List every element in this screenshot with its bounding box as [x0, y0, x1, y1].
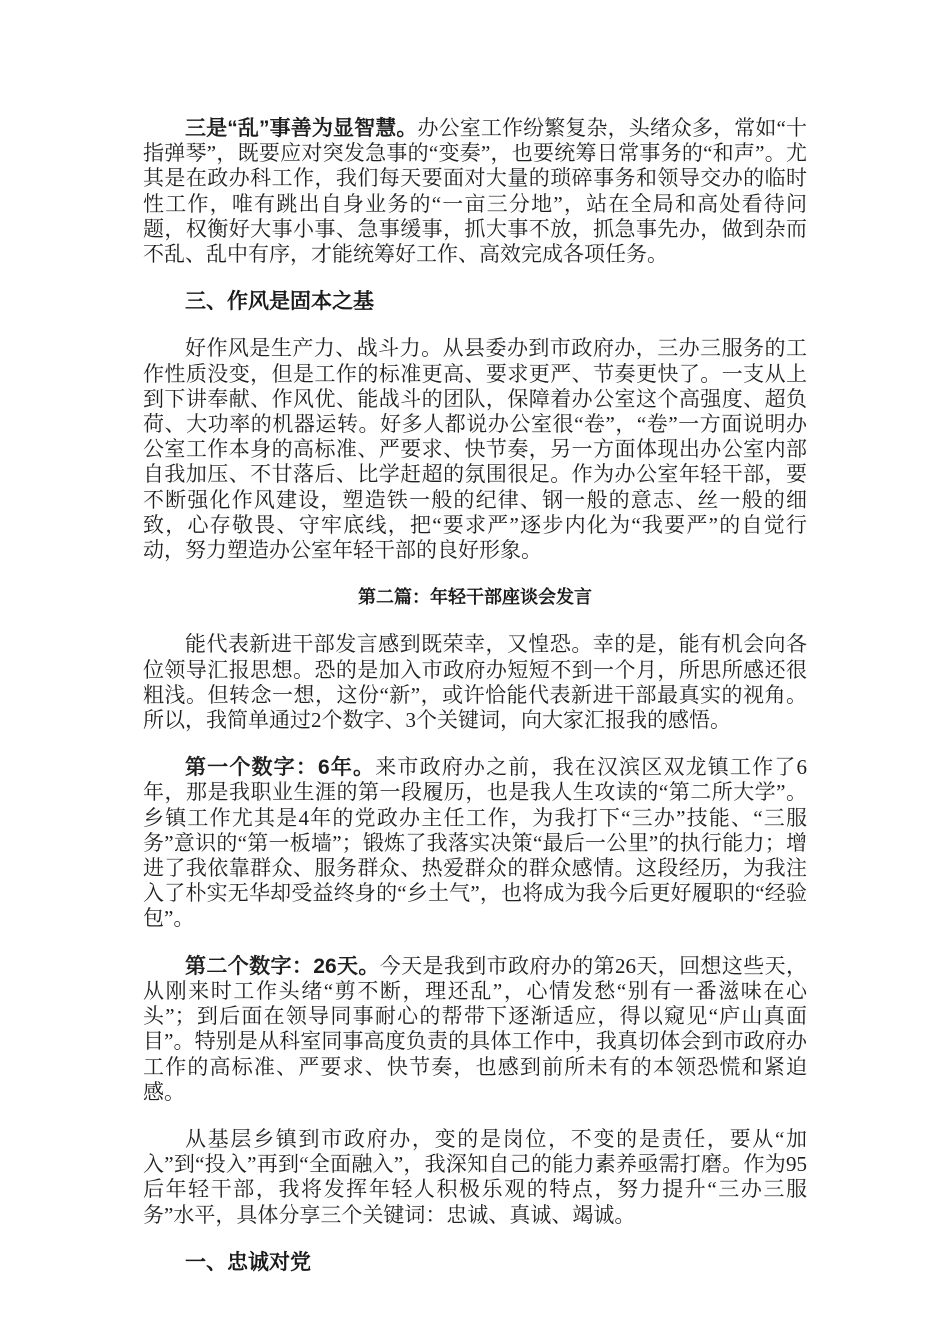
- paragraph-text: 办公室工作纷繁复杂，头绪众多，常如“十指弹琴”，既要应对突发急事的“变奏”，也要统筹日常事务的“和声”。尤其是在政办科工作，我们每天要面对大量的琐碎事务和领导交办的临时性工作，唯有跳出自身业务的“一亩三分地”，站在全局和高处看待问题，权衡好大事小事、急事缓事，抓大事不放，抓急事先办，做到杂而不乱、乱中有序，才能统筹好工作、高效完成各项任务。: [143, 116, 807, 267]
- paragraph-text: 能代表新进干部发言感到既荣幸，又惶恐。幸的是，能有机会向各位领导汇报思想。恐的是加入市政府办短短不到一个月，所思所感还很粗浅。但转念一想，这份“新”，或许恰能代表新进干部最真实的视角。所以，我简单通过2个数字、3个关键词，向大家汇报我的感悟。: [143, 632, 807, 733]
- body-paragraph: [143, 632, 807, 733]
- paragraph-text: 今天是我到市政府办的第26天，回想这些天，从刚来时工作头绪“剪不断，理还乱”，心情发愁“别有一番滋味在心头”；到后面在领导同事耐心的帮带下逐渐适应，得以窥见“庐山真面目”。特别是从科室同事高度负责的具体工作中，我真切体会到市政府办工作的高标准、严要求、快节奏，也感到前所未有的本领恐慌和紧迫感。: [143, 953, 807, 1104]
- section-heading: 一、忠诚对党: [185, 1250, 311, 1274]
- body-paragraph: [143, 336, 807, 563]
- paragraph-text: 从基层乡镇到市政府办，变的是岗位，不变的是责任，要从“加入”到“投入”再到“全面融入”，我深知自己的能力素养亟需打磨。作为95后年轻干部，我将发挥年轻人积极乐观的特点，努力提升“三办三服务”水平，具体分享三个关键词：忠诚、真诚、竭诚。: [143, 1126, 807, 1227]
- section-heading: 三、作风是固本之基: [185, 290, 374, 314]
- paragraph-lead-bold: 第二个数字：26天。: [185, 954, 380, 978]
- paragraph-lead-bold: 三是“乱”事善为显智慧。: [185, 117, 418, 140]
- chapter-title: 第二篇：年轻干部座谈会发言: [358, 587, 592, 608]
- paragraph-text: 好作风是生产力、战斗力。从县委办到市政府办，三办三服务的工作性质没变，但是工作的标准更高、要求更严、节奏更快了。一支从上到下讲奉献、作风优、能战斗的团队，保障着办公室这个高强度、超负荷、大功率的机器运转。好多人都说办公室很“卷”，“卷”一方面说明办公室工作本身的高标准、严要求、快节奏，另一方面体现出办公室内部自我加压、不甘落后、比学赶超的氛围很足。作为办公室年轻干部，要不断强化作风建设，塑造铁一般的纪律、钢一般的意志、丝一般的细致，心存敬畏、守牢底线，把“要求严”逐步内化为“我要严”的自觉行动，努力塑造办公室年轻干部的良好形象。: [143, 336, 807, 563]
- body-paragraph: [143, 755, 807, 931]
- body-paragraph: [143, 116, 807, 267]
- paragraph-text: 来市政府办之前，我在汉滨区双龙镇工作了6年，那是我职业生涯的第一段履历，也是我人生攻读的“第二所大学”。乡镇工作尤其是4年的党政办主任工作，为我打下“三办”技能、“三服务”意识的“第一板墙”；锻炼了我落实决策“最后一公里”的执行能力；增进了我依靠群众、服务群众、热爱群众的群众感情。这段经历，为我注入了朴实无华却受益终身的“乡土气”，也将成为我今后更好履职的“经验包”。: [143, 755, 807, 931]
- paragraph-lead-bold: 第一个数字：6年。: [185, 756, 376, 780]
- body-paragraph: [143, 1127, 807, 1228]
- body-paragraph: [143, 954, 807, 1105]
